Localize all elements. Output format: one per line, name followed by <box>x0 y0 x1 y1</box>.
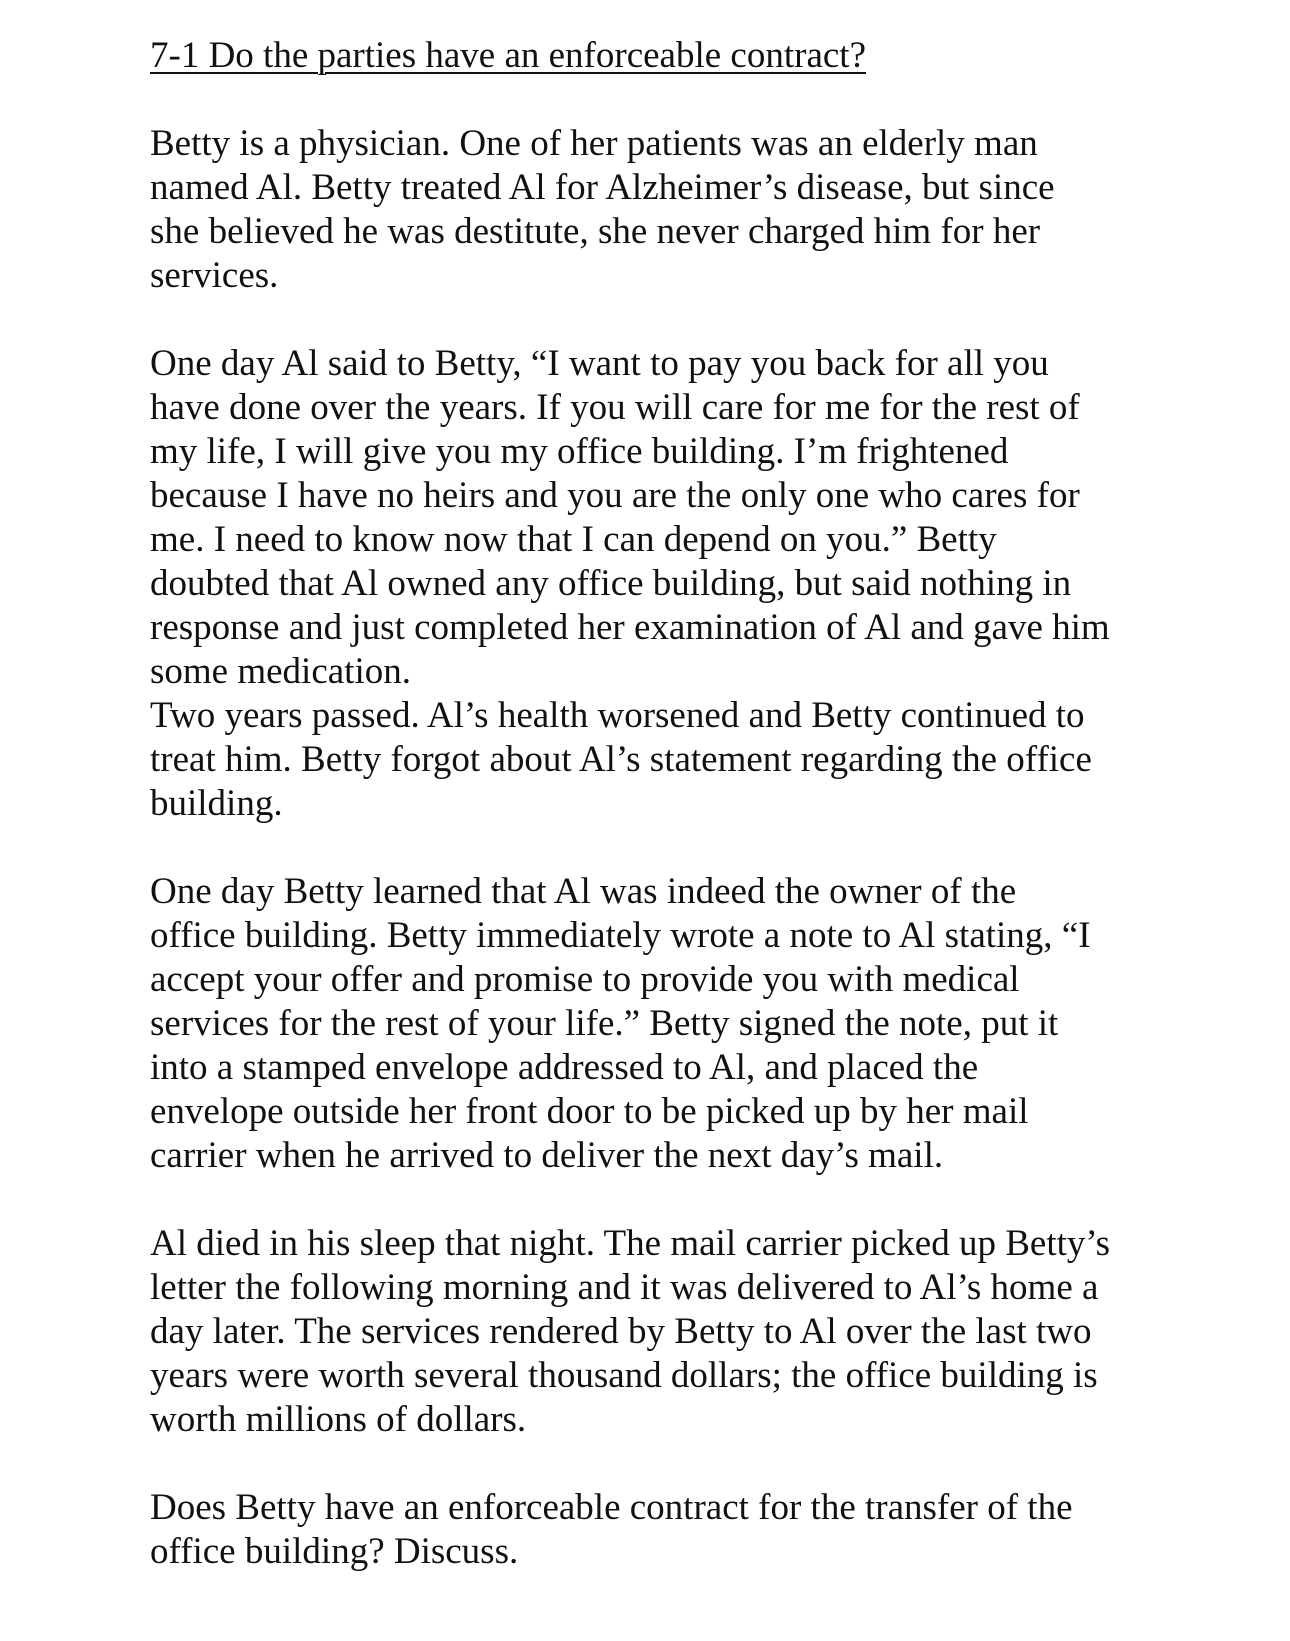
text-line: envelope outside her front door to be picked up by her mail <box>150 1091 1029 1132</box>
blank-line <box>150 1442 1150 1486</box>
text-line: building. <box>150 783 283 824</box>
blank-line <box>150 1178 1150 1222</box>
blank-line <box>150 78 1150 122</box>
text-line: response and just completed her examination of Al and gave him <box>150 607 1110 648</box>
text-line: have done over the years. If you will care for me for the rest of <box>150 387 1080 428</box>
text-line: office building. Betty immediately wrote a note to Al stating, “I <box>150 915 1091 956</box>
text-line: One day Betty learned that Al was indeed the owner of the <box>150 871 1017 912</box>
text-line: office building? Discuss. <box>150 1531 519 1572</box>
text-line: Two years passed. Al’s health worsened and Betty continued to <box>150 695 1085 736</box>
text-line: she believed he was destitute, she never charged him for her <box>150 211 1041 252</box>
paragraph-two-years <box>150 694 1150 826</box>
paragraph-acceptance <box>150 870 1150 1178</box>
paragraph-death <box>150 1222 1150 1442</box>
text-line: into a stamped envelope addressed to Al, and placed the <box>150 1047 979 1088</box>
paragraph-offer <box>150 342 1150 694</box>
text-line: some medication. <box>150 651 411 692</box>
text-line: Does Betty have an enforceable contract for the transfer of the <box>150 1487 1073 1528</box>
paragraph-background <box>150 122 1150 298</box>
text-line: my life, I will give you my office building. I’m frightened <box>150 431 1009 472</box>
text-line: Al died in his sleep that night. The mail carrier picked up Betty’s <box>150 1223 1111 1264</box>
text-line: accept your offer and promise to provide you with medical <box>150 959 1020 1000</box>
text-line: services for the rest of your life.” Betty signed the note, put it <box>150 1003 1059 1044</box>
text-line: services. <box>150 255 279 296</box>
blank-line <box>150 298 1150 342</box>
text-line: carrier when he arrived to deliver the next day’s mail. <box>150 1135 944 1176</box>
text-line: treat him. Betty forgot about Al’s statement regarding the office <box>150 739 1092 780</box>
text-line: me. I need to know now that I can depend on you.” Betty <box>150 519 997 560</box>
text-line: Betty is a physician. One of her patients was an elderly man <box>150 123 1038 164</box>
text-line: worth millions of dollars. <box>150 1399 527 1440</box>
text-line: letter the following morning and it was delivered to Al’s home a <box>150 1267 1099 1308</box>
paragraph-question <box>150 1486 1150 1574</box>
document-page <box>150 34 1150 1574</box>
text-line: because I have no heirs and you are the only one who cares for <box>150 475 1080 516</box>
text-line: named Al. Betty treated Al for Alzheimer’s disease, but since <box>150 167 1055 208</box>
blank-line <box>150 826 1150 870</box>
text-line: years were worth several thousand dollars; the office building is <box>150 1355 1098 1396</box>
text-line: One day Al said to Betty, “I want to pay you back for all you <box>150 343 1049 384</box>
question-title: 7-1 Do the parties have an enforceable contract? <box>150 35 866 76</box>
text-line: doubted that Al owned any office building, but said nothing in <box>150 563 1072 604</box>
text-line: day later. The services rendered by Betty to Al over the last two <box>150 1311 1092 1352</box>
